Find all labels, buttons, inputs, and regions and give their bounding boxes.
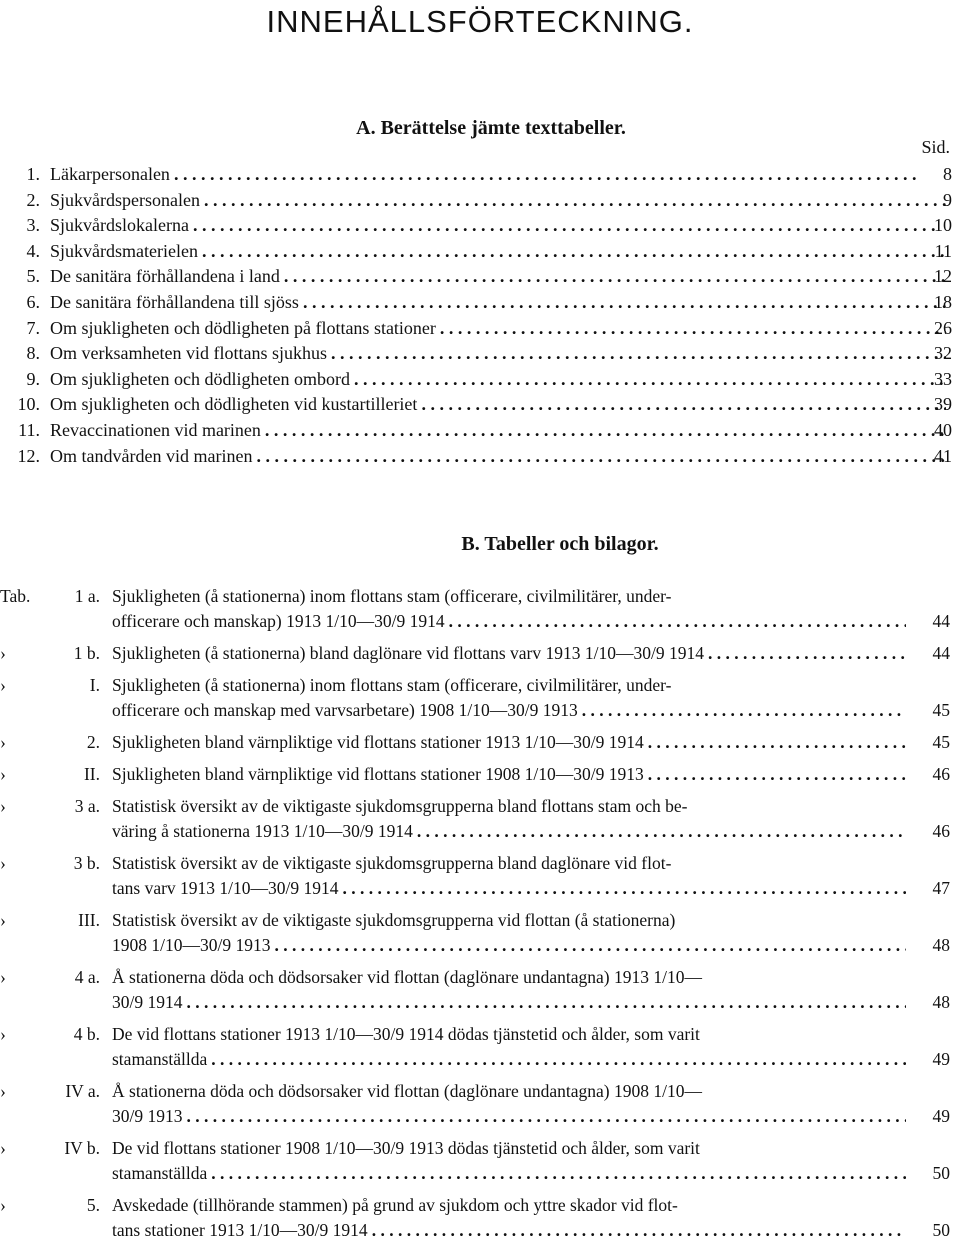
entry-page: 10 [934,215,952,236]
entry-description [112,851,906,901]
entry-title-line2: officerare och manskap med varvsarbetare) 1908 1/10—30/9 1913 [112,700,578,720]
table-entry [0,908,960,958]
entry-page: 26 [934,317,952,338]
entry-spacer [0,958,960,965]
entry-page: 48 [932,992,950,1012]
entry-description [112,794,906,844]
entry-title: Sjukvårdspersonalen [50,189,200,210]
leader-dots [644,762,906,787]
entry-page: 40 [934,420,952,440]
entry-title-line1: Statistisk översikt av de viktigaste sjukdomsgrupperna bland flottans stam och be- [112,796,688,816]
entry-title: Om sjukligheten och dödligheten på flottans stationer [50,317,436,338]
entry-description [112,584,906,634]
entry-page: 46 [932,821,950,841]
leader-dots [350,367,946,392]
table-entry [0,730,960,755]
entry-label: IV a. [65,1081,100,1101]
leader-dots [183,990,907,1015]
entry-label: II. [83,764,100,784]
toc-entry [0,264,960,289]
entry-number: 8. [26,343,40,364]
toc-entry [0,162,960,187]
entry-title-line1: De vid flottans stationer 1913 1/10—30/9 1914 dödas tjänstetid och ålder, som varit [112,1024,700,1044]
entry-description [112,1079,906,1129]
entry-label: I. [89,675,100,695]
table-entry [0,762,960,787]
entry-title-line2: 30/9 1914 [112,992,183,1012]
toc-entry [0,418,960,443]
entry-title: Om verksamheten vid flottans sjukhus [50,343,327,364]
table-entry [0,1193,960,1243]
entry-page: 46 [932,764,950,784]
entry-description [112,730,906,755]
entry-page: 18 [934,292,952,312]
leader-dots [445,609,906,634]
entry-page: 33 [934,368,952,389]
entry-number: 7. [26,317,40,338]
tab-prefix: › [0,796,6,816]
entry-label: 5. [86,1195,100,1215]
tab-prefix: › [0,967,6,987]
entry-label: 1 b. [73,643,100,663]
entry-description [112,908,906,958]
entry-title-line1: Å stationerna döda och dödsorsaker vid flottan (daglönare undantagna) 1908 1/10— [112,1081,702,1101]
entry-label: 1 a. [74,586,100,606]
entry-page: 49 [932,1049,950,1069]
entry-description [112,1193,906,1243]
table-entry [0,584,960,634]
entry-title: Sjukvårdsmaterielen [50,240,198,261]
entry-page: 11 [934,240,952,261]
entry-title-line1: Statistisk översikt av de viktigaste sjukdomsgrupperna vid flottan (å stationerna) [112,910,676,930]
entry-description [112,641,906,666]
leader-dots [280,264,946,289]
leader-dots [704,641,906,666]
entry-number: 2. [26,189,40,210]
document-title: INNEHÅLLSFÖRTECKNING. [266,4,694,39]
table-entry [0,673,960,723]
entry-title-line1: De vid flottans stationer 1908 1/10—30/9 1913 dödas tjänstetid och ålder, som varit [112,1138,700,1158]
entry-title: De sanitära förhållandena i land [50,266,280,287]
toc-entry [0,367,960,392]
leader-dots [436,316,946,341]
entry-title-line2: tans stationer 1913 1/10—30/9 1914 [112,1220,368,1240]
table-entry [0,851,960,901]
entry-page: 48 [932,935,950,955]
entry-spacer [0,1015,960,1022]
entry-number: 4. [26,240,40,261]
entry-title: Om tandvården vid marinen [50,445,253,466]
entry-title-line2: officerare och manskap) 1913 1/10—30/9 1914 [112,611,445,631]
section-b-heading: B. Tabeller och bilagor. [461,533,659,555]
tab-prefix: › [0,1138,6,1158]
leader-dots [198,239,946,264]
entry-title-line1: Avskedade (tillhörande stammen) på grund av sjukdom och yttre skador vid flot- [112,1195,678,1215]
leader-dots [339,876,906,901]
toc-entry [0,239,960,264]
section-a-heading: A. Berättelse jämte texttabeller. [356,117,626,139]
entry-description [112,1136,906,1186]
entry-spacer [0,634,960,641]
leader-dots [252,444,946,469]
entry-label: 3 b. [73,853,100,873]
entry-title: Läkarpersonalen [50,164,170,184]
leader-dots [183,1104,907,1129]
entry-title: Revaccinationen vid marinen [50,420,261,440]
leader-dots [327,341,946,366]
entry-page: 32 [934,343,952,364]
entry-page: 49 [932,1106,950,1126]
leader-dots [200,188,946,213]
entry-title-line1: Sjukligheten (å stationerna) inom flottans stam (officerare, civilmilitärer, under- [112,586,672,606]
leader-dots [368,1218,906,1243]
entry-spacer [0,1129,960,1136]
entry-page: 9 [943,189,952,210]
leader-dots [644,730,906,755]
entry-title-line1: Statistisk översikt av de viktigaste sjukdomsgrupperna bland daglönare vid flot- [112,853,672,873]
table-entry [0,794,960,844]
entry-spacer [0,723,960,730]
leader-dots [270,933,906,958]
entry-spacer [0,787,960,794]
entry-number: 12. [17,445,40,466]
leader-dots [413,819,906,844]
entry-number: 1. [26,164,40,184]
toc-entry [0,290,960,315]
section-b-list [0,584,960,1250]
entry-description [112,1022,906,1072]
entry-page: 39 [934,394,952,415]
entry-number: 3. [26,215,40,236]
entry-title-line2: stamanställda [112,1163,208,1183]
entry-page: 12 [934,266,952,287]
entry-title-line2: Sjukligheten bland värnpliktige vid flottans stationer 1913 1/10—30/9 1914 [112,732,644,752]
table-entry [0,641,960,666]
entry-page: 45 [932,732,950,752]
entry-page: 41 [934,445,952,466]
toc-entry [0,392,960,417]
entry-title: De sanitära förhållandena till sjöss [50,292,299,312]
entry-number: 11. [18,420,40,440]
entry-spacer [0,755,960,762]
entry-title-line2: väring å stationerna 1913 1/10—30/9 1914 [112,821,413,841]
leader-dots [207,1161,906,1186]
entry-spacer [0,666,960,673]
entry-title-line2: stamanställda [112,1049,208,1069]
leader-dots [299,290,946,315]
entry-number: 5. [26,266,40,287]
entry-description [112,762,906,787]
table-entry [0,1079,960,1129]
toc-entry [0,188,960,213]
entry-title-line1: Sjukligheten (å stationerna) inom flottans stam (officerare, civilmilitärer, under- [112,675,672,695]
entry-page: 47 [932,878,950,898]
tab-prefix: › [0,910,6,930]
entry-page: 44 [932,611,950,631]
entry-title: Sjukvårdslokalerna [50,215,189,236]
leader-dots [578,698,906,723]
entry-description [112,673,906,723]
leader-dots [207,1047,906,1072]
entry-label: III. [78,910,100,930]
table-entry [0,1136,960,1186]
entry-spacer [0,901,960,908]
entry-label: 3 a. [74,796,100,816]
tab-prefix: › [0,732,6,752]
leader-dots [261,418,946,443]
entry-title-line2: Sjukligheten bland värnpliktige vid flottans stationer 1908 1/10—30/9 1913 [112,764,644,784]
entry-title-line2: 1908 1/10—30/9 1913 [112,935,271,955]
entry-label: 4 a. [74,967,100,987]
entry-title-line2: Sjukligheten (å stationerna) bland daglönare vid flottans varv 1913 1/10—30/9 1914 [112,643,704,663]
toc-entry [0,316,960,341]
entry-page: 50 [932,1163,950,1183]
entry-title: Om sjukligheten och dödligheten vid kustartilleriet [50,394,418,415]
entry-number: 9. [26,368,40,389]
entry-label: 4 b. [73,1024,100,1044]
table-entry [0,965,960,1015]
toc-entry [0,444,960,469]
page-column-label: Sid. [921,137,950,157]
entry-spacer [0,1072,960,1079]
entry-number: 10. [17,394,40,415]
entry-description [112,965,906,1015]
entry-page: 8 [943,164,952,184]
entry-number: 6. [26,292,40,312]
tab-prefix: › [0,675,6,695]
tab-prefix: › [0,1195,6,1215]
entry-page: 44 [932,643,950,663]
entry-title: Om sjukligheten och dödligheten ombord [50,368,350,389]
entry-spacer [0,1243,960,1250]
leader-dots [189,213,946,238]
leader-dots [170,162,946,187]
tab-prefix: › [0,764,6,784]
table-entry [0,1022,960,1072]
entry-title-line1: Å stationerna döda och dödsorsaker vid flottan (daglönare undantagna) 1913 1/10— [112,967,702,987]
entry-label: IV b. [64,1138,100,1158]
entry-title-line2: tans varv 1913 1/10—30/9 1914 [112,878,339,898]
entry-page: 45 [932,700,950,720]
tab-prefix: › [0,643,6,663]
tab-prefix: › [0,853,6,873]
toc-entry [0,213,960,238]
entry-label: 2. [86,732,100,752]
entry-page: 50 [932,1220,950,1240]
tab-prefix: Tab. [0,586,31,606]
tab-prefix: › [0,1081,6,1101]
leader-dots [417,392,946,417]
entry-title-line2: 30/9 1913 [112,1106,183,1126]
toc-entry [0,341,960,366]
tab-prefix: › [0,1024,6,1044]
entry-spacer [0,844,960,851]
